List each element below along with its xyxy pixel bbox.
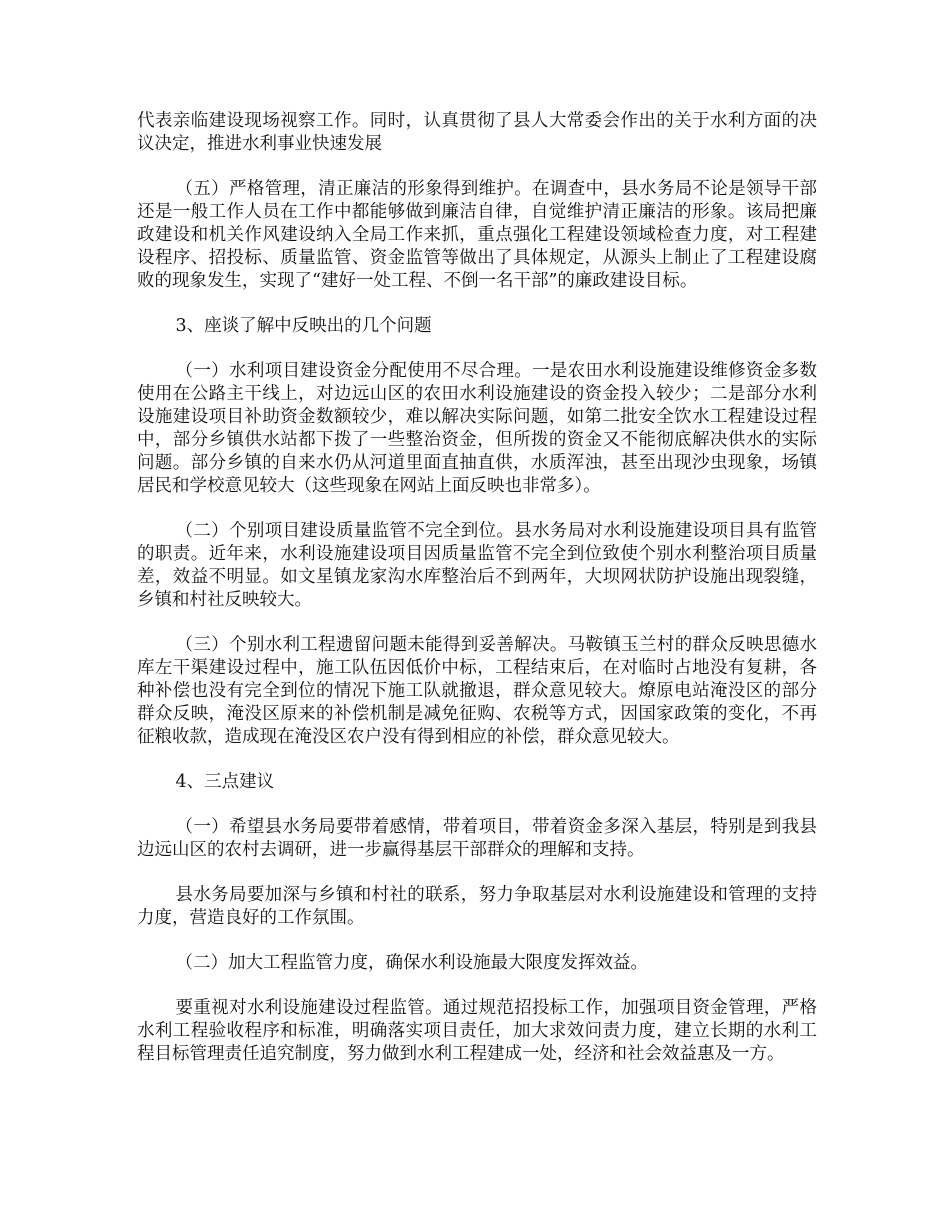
paragraph-problem-one: （一）水利项目建设资金分配使用不尽合理。一是农田水利设施建设维修资金多数使用在公路主干线上，对边远山区的农田水利设施建设的资金投入较少；二是部分水利设施建设项目补助资金数额较少，难以解决实际问题，如第二批安全饮水工程建设过程中，部分乡镇供水站都下拨了一些整治资金，但所拨的资金又不能彻底解决供水的实际问题。部分乡镇的自来水仍从河道里面直抽直供，水质浑浊，甚至出现沙虫现象，场镇居民和学校意见较大（这些现象在网站上面反映也非常多）。 <box>137 361 817 496</box>
document-body <box>137 110 817 1088</box>
paragraph-continuation: 代表亲临建设现场视察工作。同时，认真贯彻了县人大常委会作出的关于水利方面的决议决定，推进水利事业快速发展 <box>137 111 817 154</box>
paragraph-suggestion-one: （一）希望县水务局要带着感情，带着项目，带着资金多深入基层，特别是到我县边远山区的农村去调研，进一步赢得基层干部群众的理解和支持。 <box>137 817 817 860</box>
paragraph-problem-two: （二）个别项目建设质量监管不完全到位。县水务局对水利设施建设项目具有监管的职责。近年来，水利设施建设项目因质量监管不完全到位致使个别水利整治项目质量差，效益不明显。如文星镇龙家沟水库整治后不到两年，大坝网状防护设施出现裂缝，乡镇和村社反映较大。 <box>137 521 817 610</box>
paragraph-problem-three: （三）个别水利工程遗留问题未能得到妥善解决。马鞍镇玉兰村的群众反映思德水库左干渠建设过程中，施工队伍因低价中标，工程结束后，在对临时占地没有复耕，各种补偿也没有完全到位的情况下施工队就撤退，群众意见较大。燎原电站淹没区的部分群众反映，淹没区原来的补偿机制是减免征购、农税等方式，因国家政策的变化，不再征粮收款，造成现在淹没区农户没有得到相应的补偿，群众意见较大。 <box>137 635 817 747</box>
section-heading-4: 4、三点建议 <box>175 772 275 792</box>
paragraph-item-five: （五）严格管理，清正廉洁的形象得到维护。在调查中，县水务局不论是领导干部还是一般工作人员在工作中都能够做到廉洁自律，自觉维护清正廉洁的形象。该局把廉政建设和机关作风建设纳入全局工作来抓，重点强化工程建设领域检查力度，对工程建设程序、招投标、质量监管、资金监管等做出了具体规定，从源头上制止了工程建设腐败的现象发生，实现了“建好一处工程、不倒一名干部”的廉政建设目标。 <box>137 179 817 291</box>
section-heading-3: 3、座谈了解中反映出的几个问题 <box>175 316 432 336</box>
paragraph-suggestion-one-detail: 县水务局要加深与乡镇和村社的联系，努力争取基层对水利设施建设和管理的支持力度，营造良好的工作氛围。 <box>137 885 817 928</box>
paragraph-suggestion-two-detail: 要重视对水利设施建设过程监管。通过规范招投标工作，加强项目资金管理，严格水利工程验收程序和标准，明确落实项目责任，加大求效问责力度，建立长期的水利工程目标管理责任追究制度，努力做到水利工程建成一处，经济和社会效益惠及一方。 <box>137 998 817 1064</box>
paragraph-suggestion-two: （二）加大工程监管力度，确保水利设施最大限度发挥效益。 <box>175 953 648 973</box>
